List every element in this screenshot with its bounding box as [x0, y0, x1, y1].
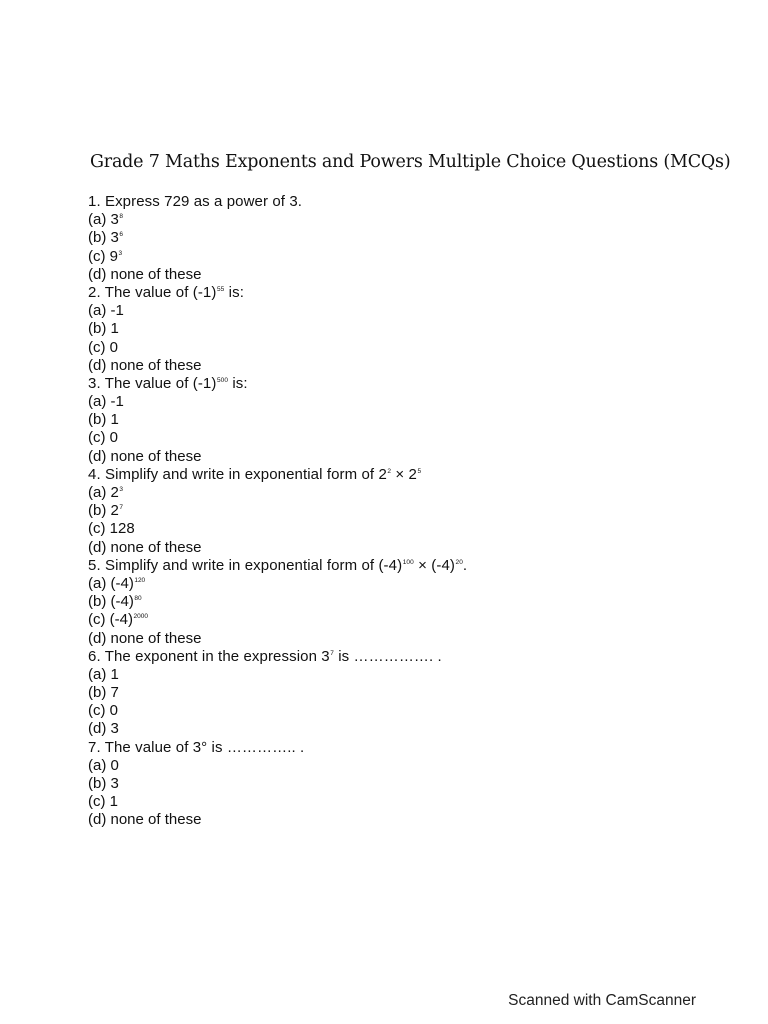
option-text: (d) none of these: [88, 629, 202, 647]
option-6c: [88, 702, 688, 720]
option-6d: [88, 720, 688, 738]
option-5c: [88, 611, 688, 629]
exponent: 3: [119, 486, 123, 493]
option-text: (d) none of these: [88, 538, 202, 556]
option-text: (b) 1: [88, 411, 119, 429]
exponent: 3: [118, 249, 123, 257]
question-text: 3. The value of (-1): [88, 374, 217, 392]
option-text: (c) 1: [88, 793, 118, 811]
option-text: (a) 0: [88, 756, 119, 774]
option-7d: [88, 811, 688, 829]
option-text: (d) none of these: [88, 265, 202, 283]
question-7: [88, 739, 688, 757]
option-text: (a) 2: [88, 484, 119, 501]
option-text: (b) 2: [88, 502, 119, 520]
question-text: is:: [228, 374, 248, 392]
question-text: 4. Simplify and write in exponential form of 2: [88, 465, 387, 483]
exponent: 6: [119, 231, 123, 239]
option-4d: [88, 539, 688, 557]
option-text: (c) 0: [88, 702, 118, 720]
question-text: × 2: [391, 465, 417, 483]
question-text: 6. The exponent in the expression 3: [88, 647, 330, 665]
option-text: (c) (-4): [88, 611, 133, 629]
question-list: [88, 193, 688, 830]
exponent: 80: [134, 595, 142, 603]
option-2d: [88, 357, 688, 375]
question-1: [88, 193, 688, 211]
question-text: 1. Express 729 as a power of 3.: [88, 193, 303, 210]
option-text: (d) none of these: [88, 356, 202, 374]
option-text: (a) -1: [88, 302, 124, 320]
option-3b: [88, 411, 688, 429]
question-text: × (-4): [413, 556, 455, 574]
option-6a: [88, 666, 688, 684]
option-text: (b) 3: [88, 229, 119, 247]
scanner-watermark: Scanned with CamScanner: [508, 992, 696, 1009]
option-6b: [88, 684, 688, 702]
exponent: 5: [417, 467, 422, 475]
option-1c: [88, 248, 688, 266]
option-3a: [88, 393, 688, 411]
question-5: [88, 557, 688, 575]
option-5a: [88, 575, 688, 593]
option-text: (c) 0: [88, 429, 118, 447]
option-7b: [88, 775, 688, 793]
option-1d: [88, 266, 688, 284]
option-2c: [88, 339, 688, 357]
option-5b: [88, 593, 688, 611]
option-text: (b) 3: [88, 775, 119, 792]
question-text: 7. The value of 3° is ………….. .: [88, 738, 305, 756]
exponent: 7: [119, 504, 123, 512]
option-4c: [88, 520, 688, 538]
option-text: (b) 7: [88, 684, 119, 702]
option-3d: [88, 448, 688, 466]
exponent: 8: [119, 213, 123, 221]
exponent: 2: [387, 467, 392, 475]
question-text: is ……………. .: [333, 647, 442, 665]
question-text: .: [462, 556, 468, 574]
exponent: 500: [216, 376, 229, 384]
question-3: [88, 375, 688, 393]
exponent: 2000: [133, 613, 148, 621]
option-1b: [88, 229, 688, 247]
question-text: 5. Simplify and write in exponential form of (-4): [88, 556, 403, 574]
option-text: (d) none of these: [88, 447, 202, 465]
option-text: (b) 1: [88, 320, 119, 338]
option-text: (a) 3: [88, 211, 119, 229]
option-text: (c) 128: [88, 520, 135, 538]
option-text: (d) none of these: [88, 811, 202, 829]
question-text: 2. The value of (-1): [88, 283, 217, 301]
option-2a: [88, 302, 688, 320]
question-6: [88, 648, 688, 666]
option-text: (b) (-4): [88, 593, 134, 611]
document-title: Grade 7 Maths Exponents and Powers Multiple Choice Questions (MCQs): [90, 152, 731, 172]
question-2: [88, 284, 688, 302]
option-text: (d) 3: [88, 720, 119, 738]
option-5d: [88, 630, 688, 648]
question-text: is:: [224, 283, 244, 301]
exponent: 7: [330, 649, 334, 657]
option-7c: [88, 793, 688, 811]
option-4b: [88, 502, 688, 520]
option-2b: [88, 320, 688, 338]
option-1a: [88, 211, 688, 229]
option-text: (a) -1: [88, 393, 124, 411]
option-text: (c) 0: [88, 338, 118, 356]
question-4: [88, 466, 688, 484]
option-text: (c) 9: [88, 247, 118, 265]
exponent: 100: [402, 558, 414, 566]
option-4a: [88, 484, 688, 502]
option-text: (a) (-4): [88, 574, 134, 592]
exponent: 55: [216, 285, 225, 293]
exponent: 120: [134, 576, 146, 584]
option-text: (a) 1: [88, 665, 119, 683]
exponent: 20: [455, 558, 463, 566]
option-7a: [88, 757, 688, 775]
option-3c: [88, 429, 688, 447]
